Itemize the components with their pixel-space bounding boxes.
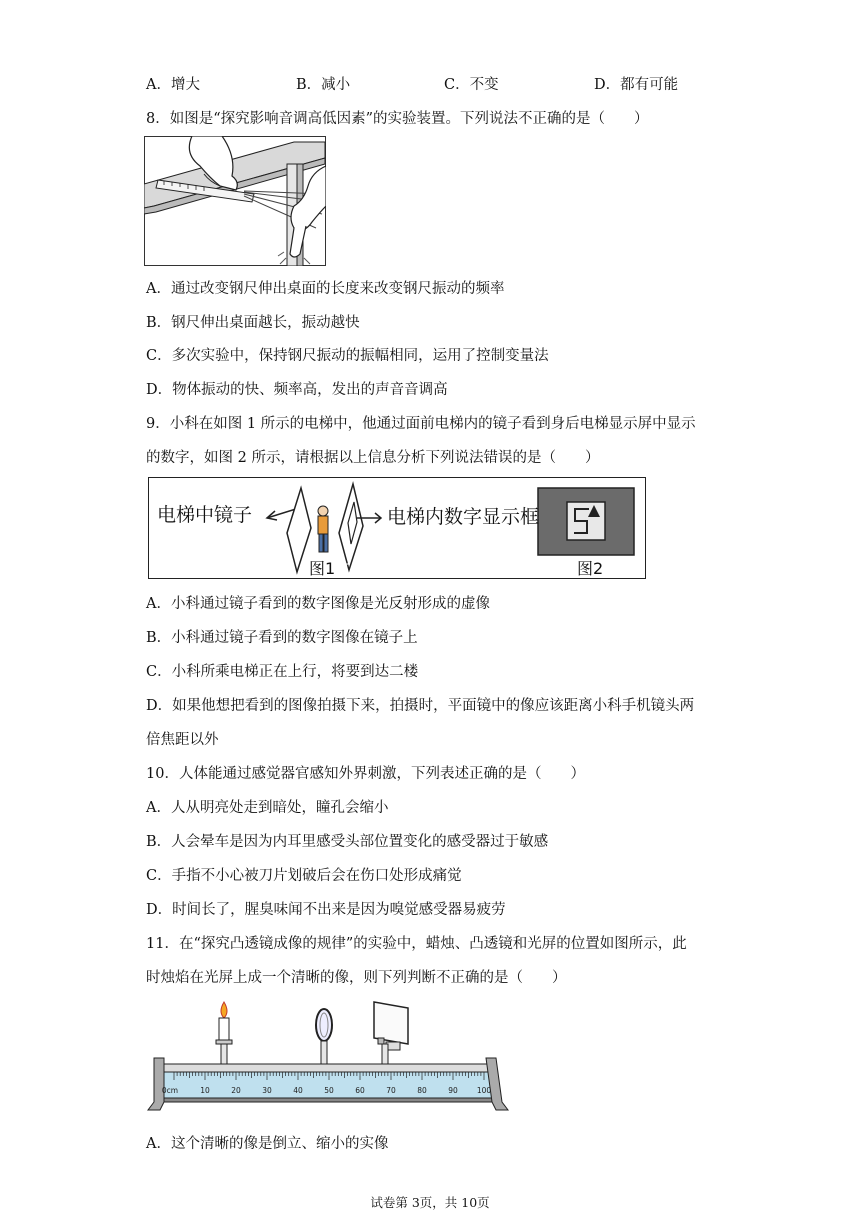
q11-stem-line1: 11．在“探究凸透镜成像的规律”的实验中，蜡烛、凸透镜和光屏的位置如图所示，此: [146, 936, 687, 952]
display-label: 电梯内数字显示框: [387, 506, 540, 528]
page-footer: 试卷第 3页，共 10页: [370, 1195, 490, 1210]
q7-option-a: A．增大: [146, 77, 200, 93]
q8-figure-ruler-on-table: [144, 136, 326, 266]
q11-stem-line2: 时烛焰在光屏上成一个清晰的像，则下列判断不正确的是（ ）: [146, 970, 567, 986]
q8-option-d: D．物体振动的快、频率高，发出的声音音调高: [146, 382, 448, 398]
q11-option-a: A．这个清晰的像是倒立、缩小的实像: [146, 1136, 389, 1152]
q7-option-b: B．减小: [296, 77, 351, 93]
q9-option-b: B．小科通过镜子看到的数字图像在镜子上: [146, 630, 418, 646]
q10-option-d: D．时间长了，腥臭味闻不出来是因为嗅觉感受器易疲劳: [146, 902, 506, 918]
q10-stem: 10．人体能通过感觉器官感知外界刺激，下列表述正确的是（ ）: [146, 766, 585, 782]
q8-stem: 8．如图是“探究影响音调高低因素”的实验装置。下列说法不正确的是（ ）: [146, 111, 649, 127]
scale-label: 90: [448, 1086, 458, 1095]
scale-label: 50: [324, 1086, 334, 1095]
scale-label: 40: [293, 1086, 303, 1095]
q9-stem-line2: 的数字，如图 2 所示，请根据以上信息分析下列说法错误的是（ ）: [146, 450, 600, 466]
scale-label: 80: [417, 1086, 427, 1095]
q10-option-a: A．人从明亮处走到暗处，瞳孔会缩小: [146, 800, 389, 816]
q10-option-c: C．手指不小心被刀片划破后会在伤口处形成痛觉: [146, 868, 462, 884]
q11-optical-bench-figure: [146, 998, 510, 1114]
scale-label: 20: [231, 1086, 241, 1095]
scale-label: 60: [355, 1086, 365, 1095]
scale-label: 0cm: [161, 1086, 179, 1095]
q9-stem-line1: 9．小科在如图 1 所示的电梯中，他通过面前电梯内的镜子看到身后电梯显示屏中显示: [146, 416, 696, 432]
figure2-caption: 图2: [577, 559, 604, 578]
scale-label: 10: [200, 1086, 210, 1095]
figure1-caption: 图1: [309, 559, 336, 578]
q8-option-a: A．通过改变钢尺伸出桌面的长度来改变钢尺振动的频率: [146, 281, 505, 297]
mirror-label: 电梯中镜子: [157, 504, 253, 526]
q7-options: [146, 73, 706, 94]
q7-option-c: C．不变: [444, 77, 499, 93]
scale-label: 70: [386, 1086, 396, 1095]
q9-option-a: A．小科通过镜子看到的数字图像是光反射形成的虚像: [146, 596, 490, 612]
scale-label: 100: [476, 1086, 492, 1095]
q9-option-d-cont: 倍焦距以外: [146, 732, 219, 748]
scale-label: 30: [262, 1086, 272, 1095]
q8-option-c: C．多次实验中，保持钢尺振动的振幅相同，运用了控制变量法: [146, 348, 549, 364]
q9-option-c: C．小科所乘电梯正在上行，将要到达二楼: [146, 664, 419, 680]
q9-option-d: D．如果他想把看到的图像拍摄下来，拍摄时，平面镜中的像应该距离小科手机镜头两: [146, 698, 695, 714]
q7-option-d: D．都有可能: [594, 77, 679, 93]
q10-option-b: B．人会晕车是因为内耳里感受头部位置变化的感受器过于敏感: [146, 834, 549, 850]
q9-figure: [148, 477, 646, 579]
q8-option-b: B．钢尺伸出桌面越长，振动越快: [146, 315, 360, 331]
